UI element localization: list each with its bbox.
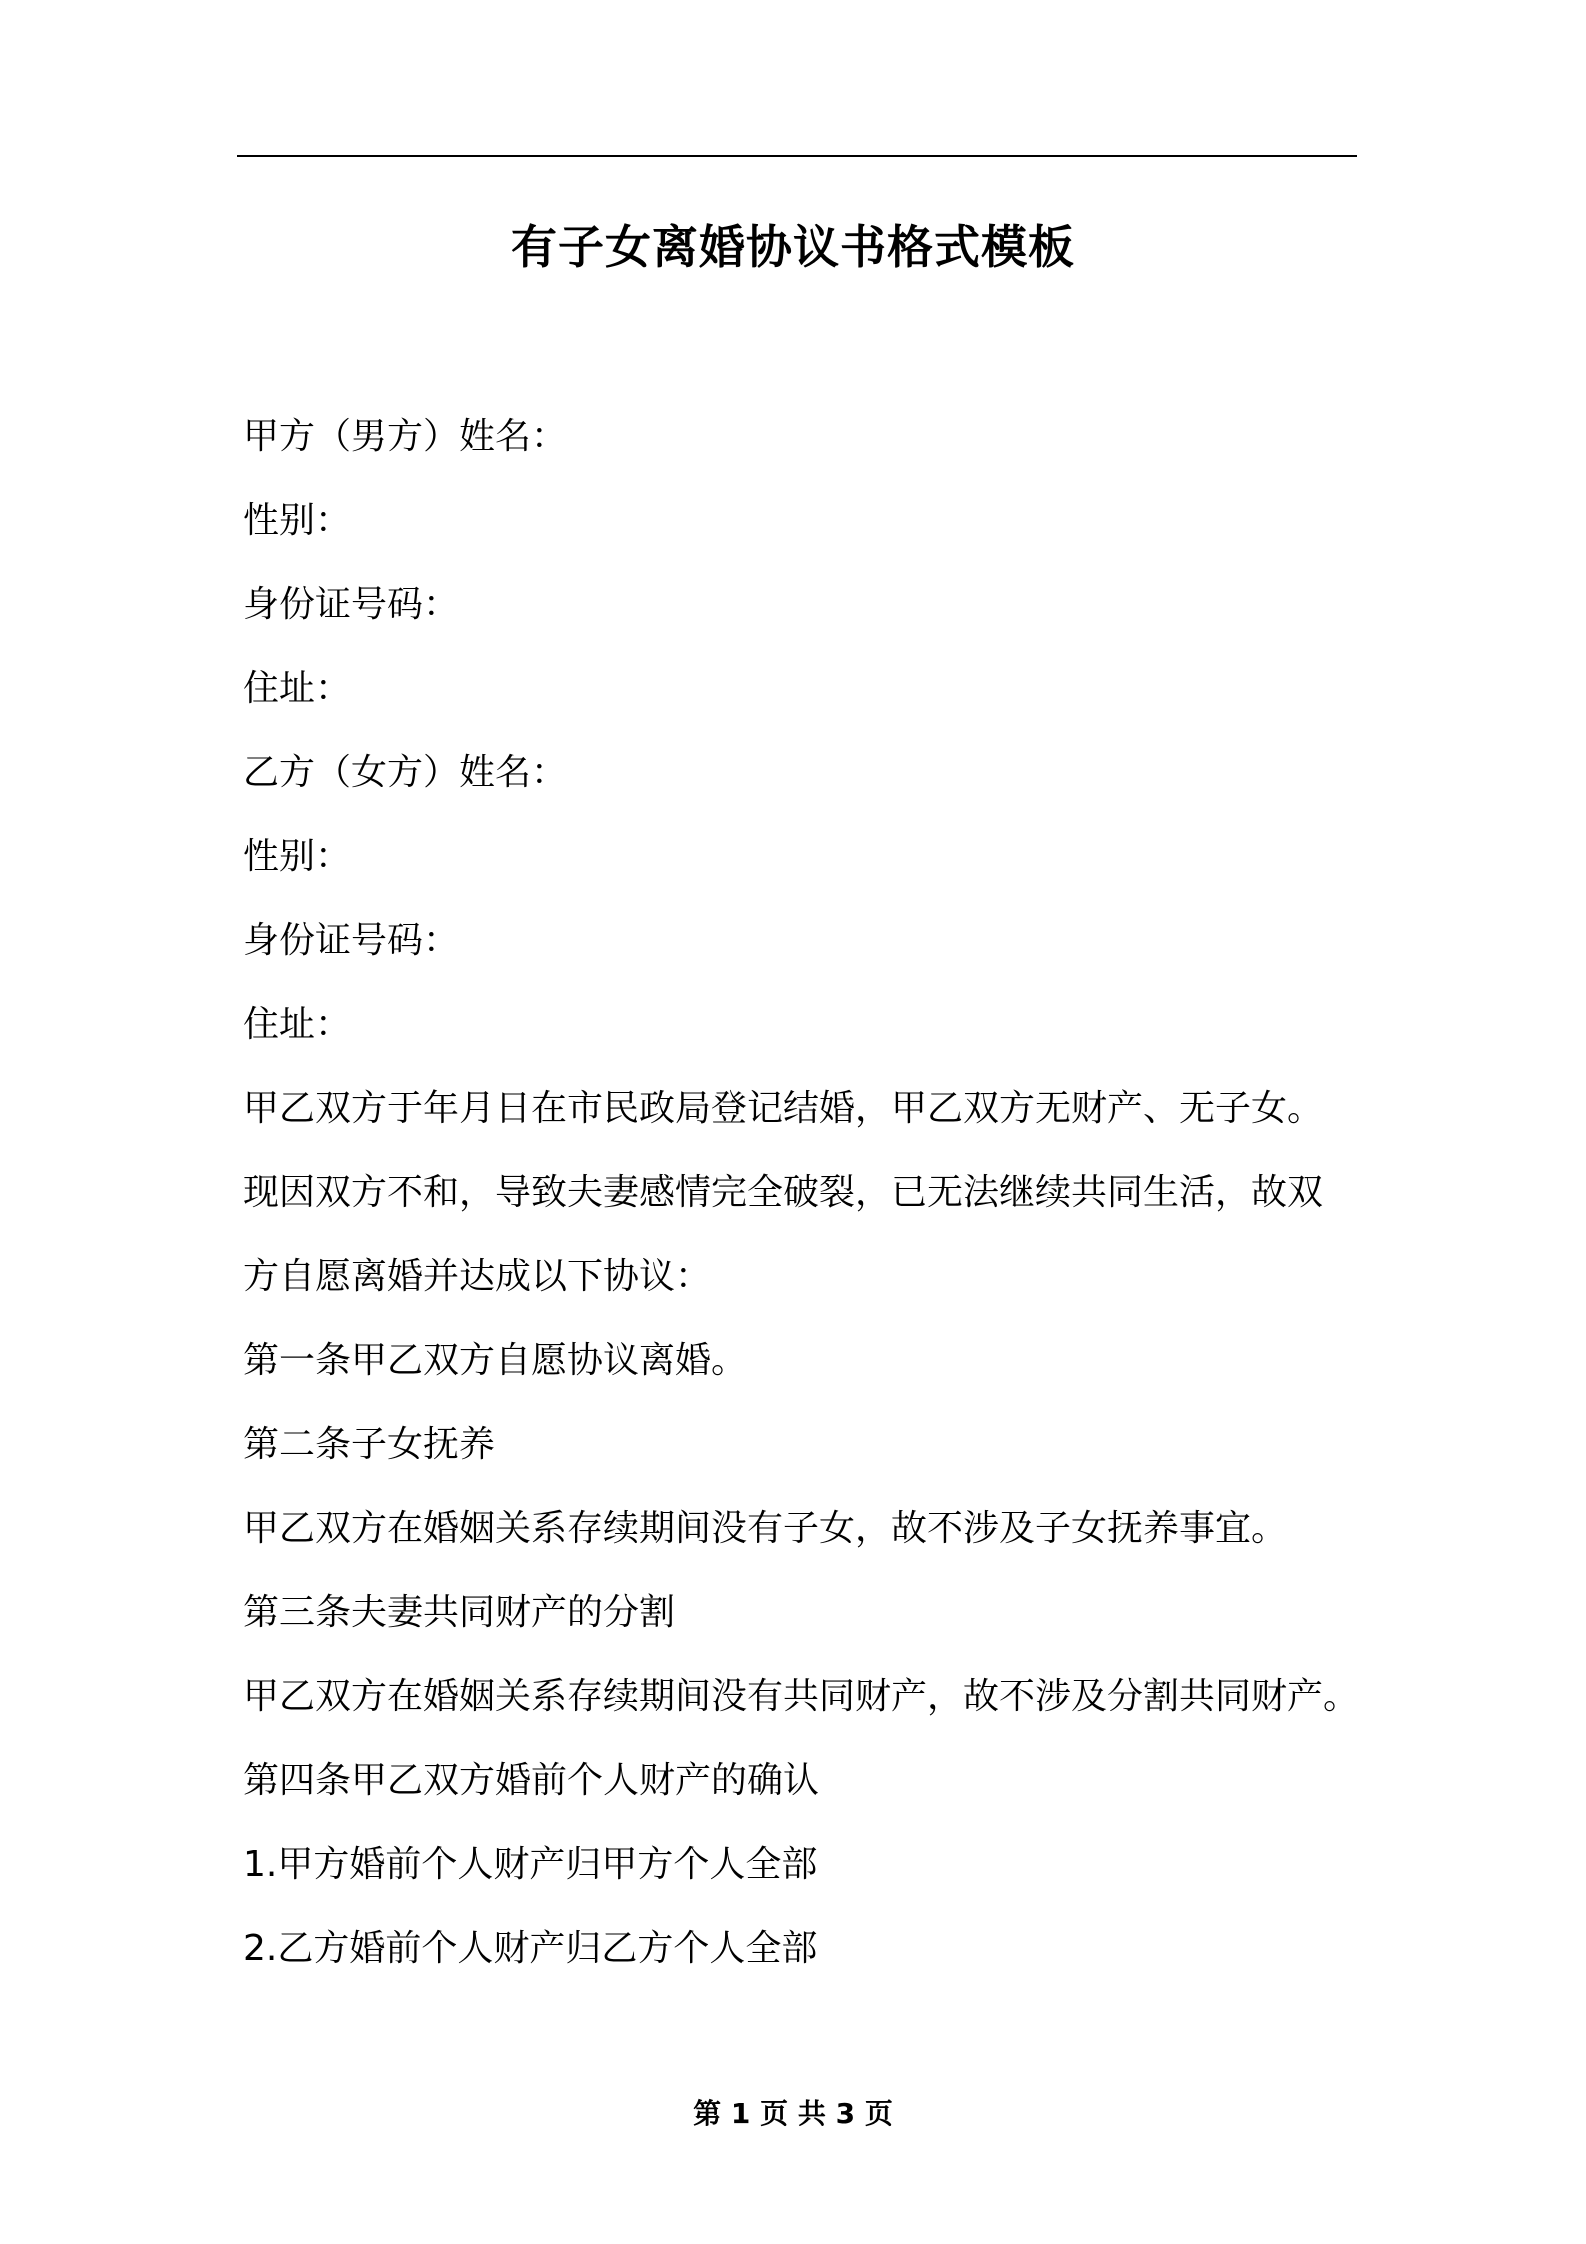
body-line-article-4-item-2: 2.乙方婚前个人财产归乙方个人全部 <box>243 1928 818 1969</box>
body-line-party-a-gender: 性别： <box>243 500 352 541</box>
body-line-article-2-heading: 第二条子女抚养 <box>243 1424 496 1465</box>
body-line-article-4-heading: 第四条甲乙双方婚前个人财产的确认 <box>243 1760 820 1801</box>
body-line-article-3-heading: 第三条夫妻共同财产的分割 <box>243 1592 676 1633</box>
body-line-party-a-address: 住址： <box>243 668 352 709</box>
header-rule <box>237 155 1357 157</box>
body-line-party-b-name: 乙方（女方）姓名： <box>243 752 568 793</box>
body-line-marriage-registration: 甲乙双方于年月日在市民政局登记结婚，甲乙双方无财产、无子女。 <box>243 1088 1324 1129</box>
body-line-party-b-address: 住址： <box>243 1004 352 1045</box>
body-line-article-2-text: 甲乙双方在婚姻关系存续期间没有子女，故不涉及子女抚养事宜。 <box>243 1508 1288 1549</box>
body-line-article-1: 第一条甲乙双方自愿协议离婚。 <box>243 1340 748 1381</box>
body-line-article-3-text: 甲乙双方在婚姻关系存续期间没有共同财产，故不涉及分割共同财产。 <box>243 1676 1360 1717</box>
body-line-party-a-name: 甲方（男方）姓名： <box>243 416 568 457</box>
body-line-party-b-gender: 性别： <box>243 836 352 877</box>
body-line-reason-continued: 方自愿离婚并达成以下协议： <box>243 1256 712 1297</box>
body-line-party-a-id: 身份证号码： <box>243 584 460 625</box>
document-body <box>243 405 1393 2001</box>
body-line-party-b-id: 身份证号码： <box>243 920 460 961</box>
body-line-reason: 现因双方不和，导致夫妻感情完全破裂，已无法继续共同生活，故双 <box>243 1172 1324 1213</box>
document-title: 有子女离婚协议书格式模板 <box>511 220 1075 274</box>
page-number-footer: 第 1 页 共 3 页 <box>693 2097 893 2130</box>
body-line-article-4-item-1: 1.甲方婚前个人财产归甲方个人全部 <box>243 1844 818 1885</box>
